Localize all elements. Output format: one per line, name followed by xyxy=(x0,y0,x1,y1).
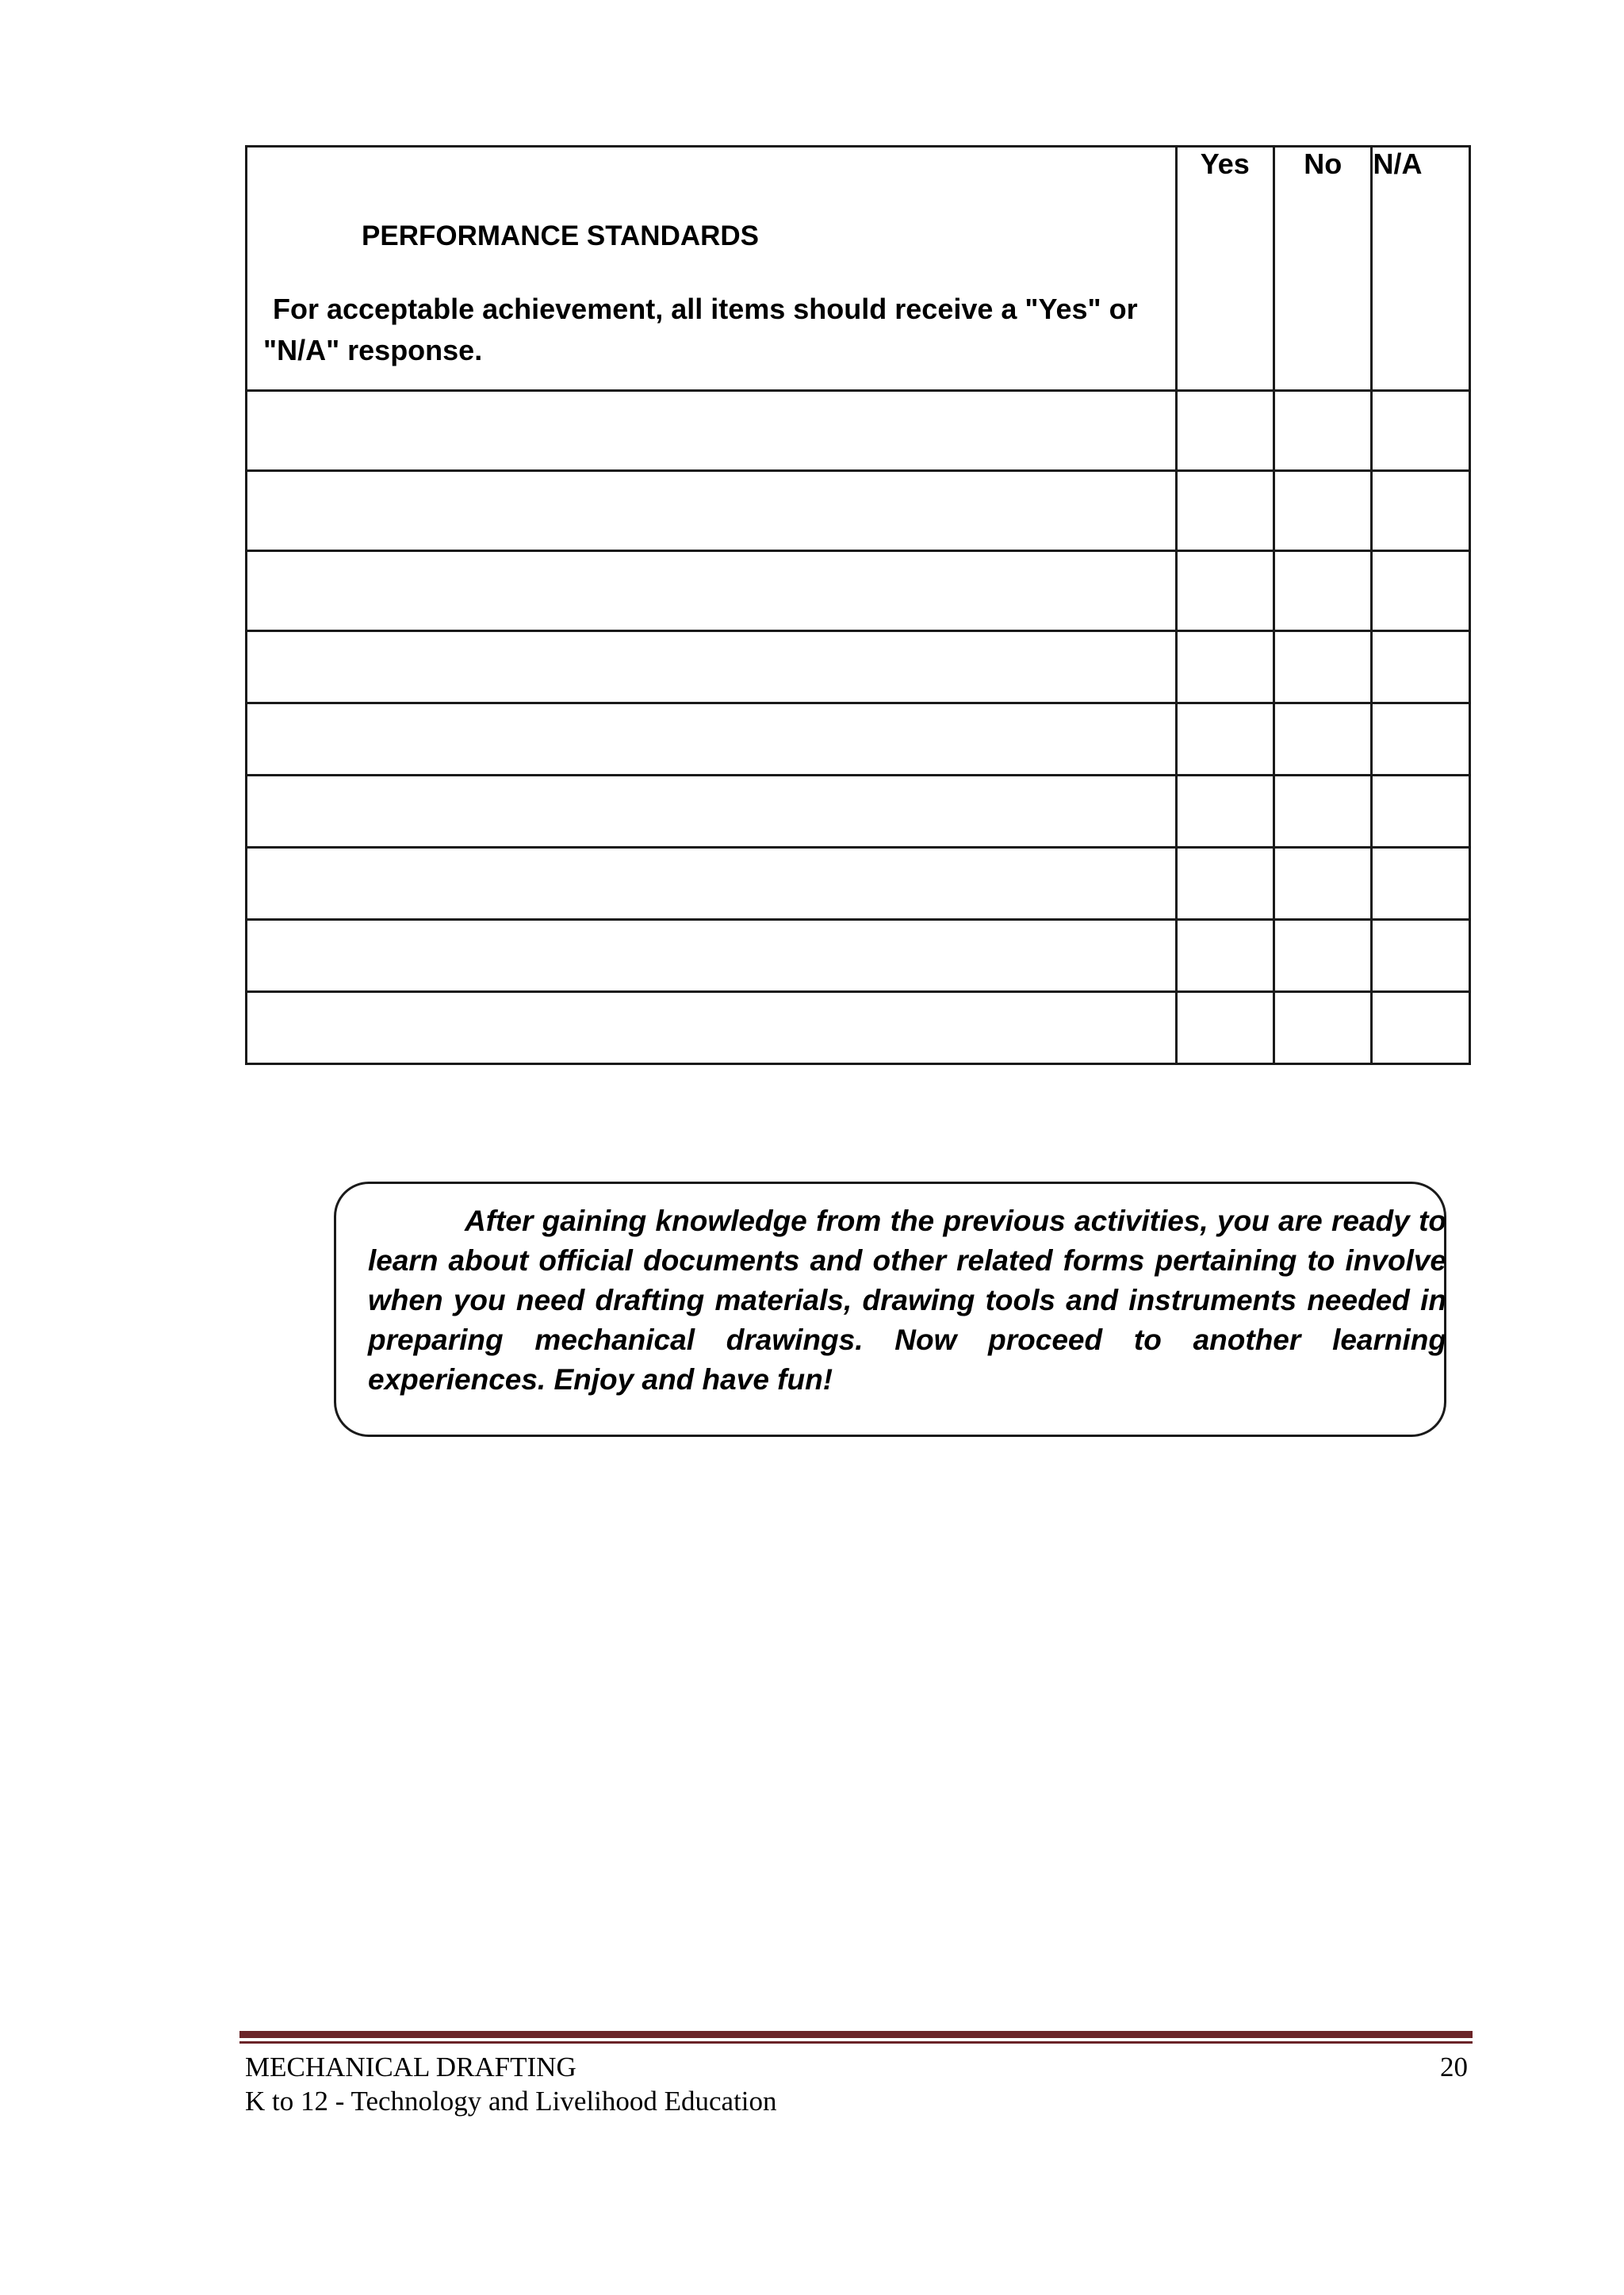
item-cell[interactable] xyxy=(247,391,1177,471)
table-row xyxy=(247,631,1470,703)
table-row xyxy=(247,551,1470,631)
na-cell[interactable] xyxy=(1372,631,1470,703)
item-cell[interactable] xyxy=(247,776,1177,848)
na-cell[interactable] xyxy=(1372,703,1470,776)
item-cell[interactable] xyxy=(247,920,1177,992)
yes-cell[interactable] xyxy=(1176,848,1274,920)
performance-standards-title: PERFORMANCE STANDARDS xyxy=(362,220,760,251)
table-row xyxy=(247,992,1470,1064)
footer-course-title: MECHANICAL DRAFTING xyxy=(245,2052,576,2082)
acceptance-instruction: For acceptable achievement, all items should receive a "Yes" or "N/A" response. xyxy=(263,293,1138,366)
table-header-row xyxy=(247,147,1470,391)
item-cell[interactable] xyxy=(247,471,1177,551)
footer-program-subtitle: K to 12 - Technology and Livelihood Education xyxy=(245,2086,777,2117)
item-cell[interactable] xyxy=(247,631,1177,703)
performance-checklist-table xyxy=(245,145,1471,1065)
no-cell[interactable] xyxy=(1274,391,1372,471)
na-cell[interactable] xyxy=(1372,391,1470,471)
yes-cell[interactable] xyxy=(1176,631,1274,703)
table-row xyxy=(247,776,1470,848)
item-cell[interactable] xyxy=(247,992,1177,1064)
item-cell[interactable] xyxy=(247,848,1177,920)
table-row xyxy=(247,471,1470,551)
yes-cell[interactable] xyxy=(1176,992,1274,1064)
footer-rule-thin xyxy=(239,2041,1473,2044)
table-row xyxy=(247,920,1470,992)
page-number: 20 xyxy=(1440,2052,1468,2082)
na-cell[interactable] xyxy=(1372,471,1470,551)
no-cell[interactable] xyxy=(1274,703,1372,776)
table-row xyxy=(247,848,1470,920)
yes-cell[interactable] xyxy=(1176,920,1274,992)
na-cell[interactable] xyxy=(1372,776,1470,848)
na-cell[interactable] xyxy=(1372,920,1470,992)
closing-note-text: After gaining knowledge from the previous activities, you are ready to learn about official documents and other related forms pertaining to involve when you need drafting materials, drawing tools and instruments needed in preparing mechanical drawings. Now proceed to another learning experiences. Enjoy and have fun! xyxy=(368,1205,1446,1396)
column-header-na: N/A xyxy=(1372,147,1470,391)
no-cell[interactable] xyxy=(1274,776,1372,848)
no-cell[interactable] xyxy=(1274,920,1372,992)
table-row xyxy=(247,703,1470,776)
no-cell[interactable] xyxy=(1274,471,1372,551)
na-cell[interactable] xyxy=(1372,992,1470,1064)
standards-header-cell xyxy=(247,147,1177,391)
footer-rule xyxy=(239,2031,1473,2038)
no-cell[interactable] xyxy=(1274,551,1372,631)
column-header-yes: Yes xyxy=(1176,147,1274,391)
no-cell[interactable] xyxy=(1274,992,1372,1064)
na-cell[interactable] xyxy=(1372,551,1470,631)
no-cell[interactable] xyxy=(1274,848,1372,920)
yes-cell[interactable] xyxy=(1176,551,1274,631)
yes-cell[interactable] xyxy=(1176,703,1274,776)
item-cell[interactable] xyxy=(247,703,1177,776)
yes-cell[interactable] xyxy=(1176,391,1274,471)
column-header-no: No xyxy=(1274,147,1372,391)
yes-cell[interactable] xyxy=(1176,471,1274,551)
closing-note-box xyxy=(334,1182,1446,1437)
yes-cell[interactable] xyxy=(1176,776,1274,848)
table-row xyxy=(247,391,1470,471)
item-cell[interactable] xyxy=(247,551,1177,631)
no-cell[interactable] xyxy=(1274,631,1372,703)
na-cell[interactable] xyxy=(1372,848,1470,920)
